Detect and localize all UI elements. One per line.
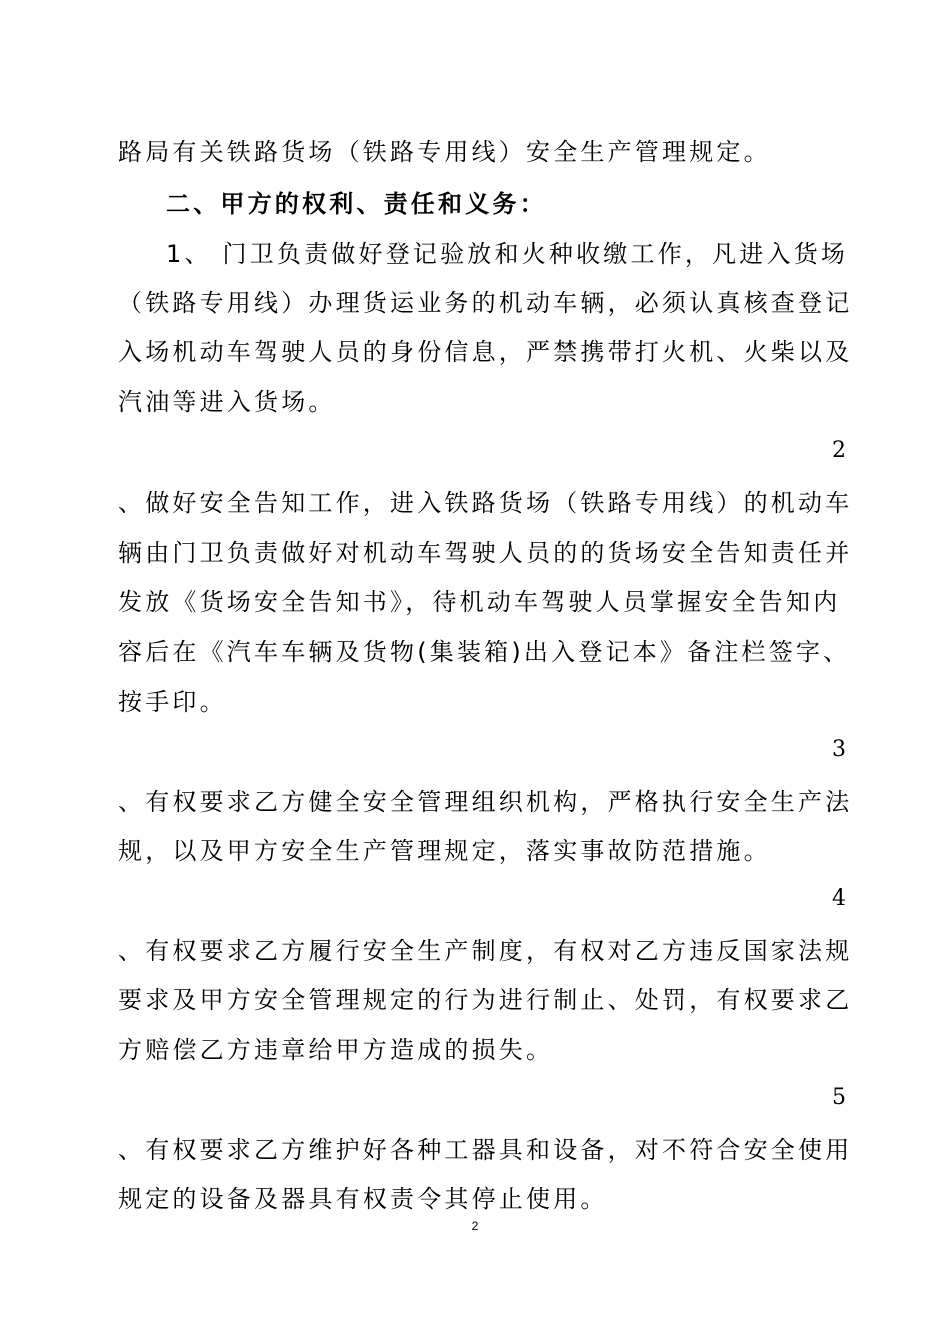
paragraph-line: 规定的设备及器具有权责令其停止使用。: [118, 1185, 608, 1213]
paragraph-line: 、有权要求乙方维护好各种工器具和设备，对不符合安全使用: [118, 1136, 853, 1164]
paragraph-line: 辆由门卫负责做好对机动车驾驶人员的的货场安全告知责任并: [118, 539, 853, 567]
paragraph-line: （铁路专用线）办理货运业务的机动车辆，必须认真核查登记: [118, 289, 853, 317]
paragraph-line: 、做好安全告知工作，进入铁路货场（铁路专用线）的机动车: [118, 489, 853, 517]
item-number: 2: [832, 438, 846, 463]
paragraph-line: 规，以及甲方安全生产管理规定，落实事故防范措施。: [118, 837, 771, 865]
paragraph-line: 方赔偿乙方违章给甲方造成的损失。: [118, 1036, 554, 1064]
paragraph-line: 1、 门卫负责做好登记验放和火种收缴工作，凡进入货场: [166, 240, 849, 268]
intro-line: 路局有关铁路货场（铁路专用线）安全生产管理规定。: [118, 138, 771, 166]
item-number: 4: [832, 886, 846, 911]
page-number: 2: [471, 1219, 479, 1233]
paragraph-line: 按手印。: [118, 688, 227, 716]
paragraph-line: 发放《货场安全告知书》，待机动车驾驶人员掌握安全告知内: [118, 588, 841, 616]
paragraph-line: 、有权要求乙方履行安全生产制度，有权对乙方违反国家法规: [118, 937, 853, 965]
section-heading: 二、甲方的权利、责任和义务：: [166, 190, 547, 218]
paragraph-line: 容后在《汽车车辆及货物(集装箱)出入登记本》备注栏签字、: [118, 638, 851, 666]
paragraph-line: 要求及甲方安全管理规定的行为进行制止、处罚，有权要求乙: [118, 986, 853, 1014]
paragraph-line: 、有权要求乙方健全安全管理组织机构，严格执行安全生产法: [118, 788, 853, 816]
paragraph-line: 汽油等进入货场。: [118, 388, 336, 416]
paragraph-line: 入场机动车驾驶人员的身份信息，严禁携带打火机、火柴以及: [118, 338, 853, 366]
item-number: 5: [832, 1085, 846, 1110]
item-number: 3: [832, 737, 846, 762]
